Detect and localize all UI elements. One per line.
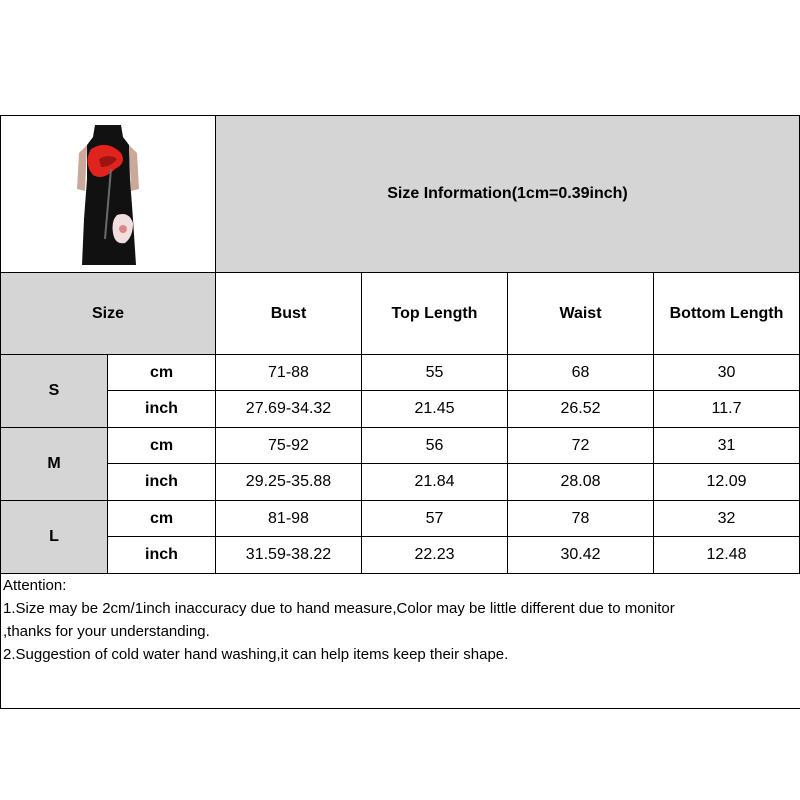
cell-value: 30: [654, 355, 800, 391]
attention-heading: Attention:: [3, 577, 67, 594]
cell-value: 30.42: [508, 537, 654, 574]
cell-value: 55: [362, 355, 508, 391]
size-table: [0, 115, 800, 574]
attention-notes: [0, 574, 800, 709]
unit-label: cm: [108, 428, 216, 464]
col-header-bust: Bust: [216, 273, 362, 355]
size-chart: [0, 115, 799, 709]
cell-value: 32: [654, 501, 800, 537]
col-header-top-length: Top Length: [362, 273, 508, 355]
size-label-l: L: [1, 501, 108, 574]
cell-value: 26.52: [508, 391, 654, 428]
cell-value: 72: [508, 428, 654, 464]
size-label-s: S: [1, 355, 108, 428]
table-row: [1, 501, 800, 537]
dress-thumbnail: [29, 119, 187, 269]
cell-value: 78: [508, 501, 654, 537]
table-row: [1, 391, 800, 428]
table-row: [1, 428, 800, 464]
table-row: [1, 355, 800, 391]
cell-value: 12.48: [654, 537, 800, 574]
attention-line: 2.Suggestion of cold water hand washing,it can help items keep their shape.: [3, 646, 509, 663]
cell-value: 81-98: [216, 501, 362, 537]
cell-value: 31: [654, 428, 800, 464]
col-header-waist: Waist: [508, 273, 654, 355]
cell-value: 68: [508, 355, 654, 391]
page-title: Size Information(1cm=0.39inch): [216, 116, 800, 273]
cell-value: 27.69-34.32: [216, 391, 362, 428]
unit-label: inch: [108, 391, 216, 428]
size-header: Size: [1, 273, 216, 355]
cell-value: 21.45: [362, 391, 508, 428]
cell-value: 22.23: [362, 537, 508, 574]
attention-line: 1.Size may be 2cm/1inch inaccuracy due to hand measure,Color may be little different due to monitor: [3, 600, 675, 617]
unit-label: cm: [108, 355, 216, 391]
cell-value: 56: [362, 428, 508, 464]
unit-label: inch: [108, 464, 216, 501]
table-row: [1, 537, 800, 574]
cell-value: 31.59-38.22: [216, 537, 362, 574]
header-row: [1, 273, 800, 355]
size-label-m: M: [1, 428, 108, 501]
cell-value: 29.25-35.88: [216, 464, 362, 501]
cell-value: 12.09: [654, 464, 800, 501]
col-header-bottom-length: Bottom Length: [654, 273, 800, 355]
cell-value: 21.84: [362, 464, 508, 501]
cell-value: 75-92: [216, 428, 362, 464]
cell-value: 11.7: [654, 391, 800, 428]
cell-value: 71-88: [216, 355, 362, 391]
cell-value: 57: [362, 501, 508, 537]
table-row: [1, 464, 800, 501]
product-thumbnail-cell: [1, 116, 216, 273]
cell-value: 28.08: [508, 464, 654, 501]
unit-label: cm: [108, 501, 216, 537]
unit-label: inch: [108, 537, 216, 574]
attention-line: ,thanks for your understanding.: [3, 623, 210, 640]
